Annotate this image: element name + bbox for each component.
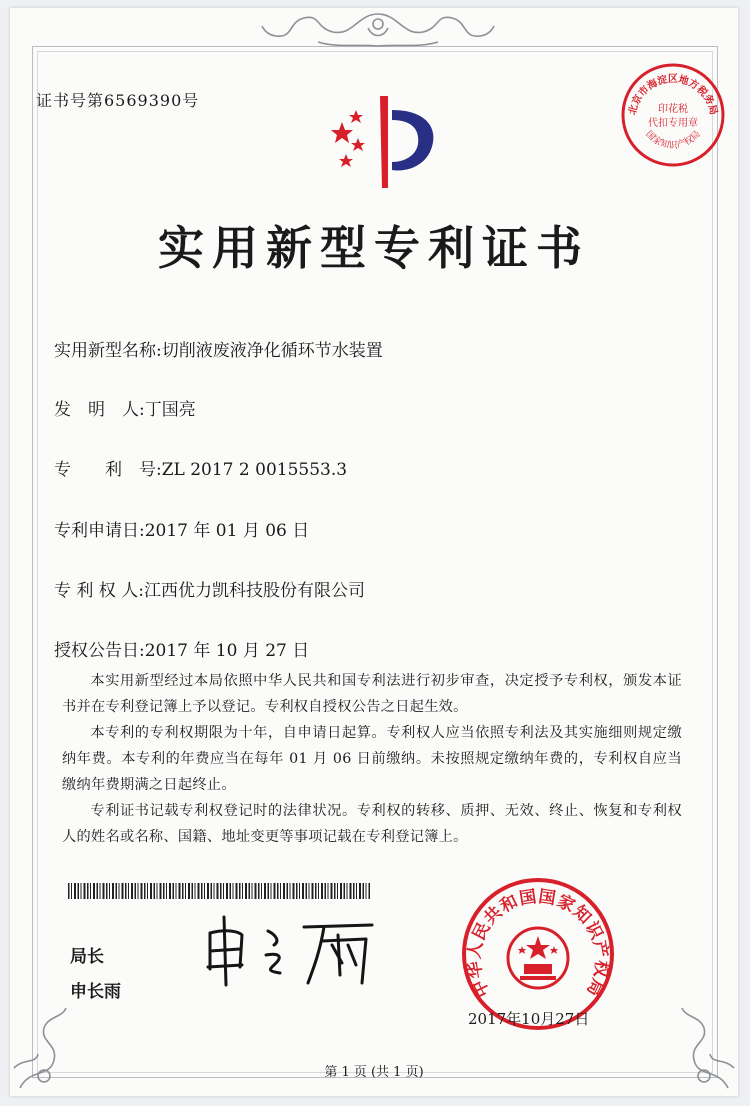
stamp-duty-seal <box>618 60 728 170</box>
seal-date: 2017年10月27日 <box>468 1010 590 1028</box>
svg-text:印花税: 印花税 <box>658 104 688 115</box>
certificate-number: 证书号第6569390号 <box>36 91 200 110</box>
field-label: 授权公告日: <box>54 641 145 661</box>
top-ornament <box>258 8 498 52</box>
body-paragraph: 本专利的专利权期限为十年，自申请日起算。专利权人应当依照专利法及其实施细则规定缴纳年费。本专利的年费应当在每年 01 月 06 日前缴纳。未按照规定缴纳年费的，专利权自应当缴纳年费期满之日起终止。 <box>62 725 682 793</box>
director-signature <box>196 911 386 991</box>
barcode <box>68 883 370 899</box>
field-value: 切削液废液净化循环节水装置 <box>161 341 383 361</box>
field-utility-model-name <box>54 336 383 361</box>
field-label: 专 利 号: <box>54 460 162 480</box>
field-label: 实用新型名称: <box>54 341 162 361</box>
field-value: 丁国亮 <box>144 400 196 420</box>
field-value: 2017 年 10 月 27 日 <box>144 641 310 661</box>
field-value: ZL 2017 2 0015553.3 <box>161 460 348 480</box>
field-value: 江西优力凯科技股份有限公司 <box>143 581 365 601</box>
corner-ornament-bottom-right <box>658 998 738 1096</box>
svg-text:国家知识产权局: 国家知识产权局 <box>643 129 703 151</box>
patent-office-emblem <box>318 92 458 192</box>
field-value: 2017 年 01 月 06 日 <box>144 521 310 541</box>
corner-ornament-bottom-left <box>10 998 90 1096</box>
field-inventor <box>54 395 196 420</box>
certificate-page <box>10 8 738 1096</box>
svg-text:中华人民共和国国家知识产权局: 中华人民共和国国家知识产权局 <box>464 886 612 1001</box>
director-name: 申长雨 <box>70 982 121 1001</box>
body-paragraph: 本实用新型经过本局依照中华人民共和国专利法进行初步审查，决定授予专利权，颁发本证书并在专利登记簿上予以登记。专利权自授权公告之日起生效。 <box>62 673 682 715</box>
field-label: 专 利 权 人: <box>54 581 144 601</box>
field-label: 发 明 人: <box>54 400 145 420</box>
field-patentee <box>54 576 365 601</box>
field-grant-date <box>54 636 309 661</box>
body-paragraph: 专利证书记载专利权登记时的法律状况。专利权的转移、质押、无效、终止、恢复和专利权人的姓名或名称、国籍、地址变更等事项记载在专利登记簿上。 <box>62 803 682 845</box>
certificate-title: 实用新型专利证书 <box>158 221 590 275</box>
field-label: 专利申请日: <box>54 521 145 541</box>
svg-text:代扣专用章: 代扣专用章 <box>648 118 698 129</box>
field-patent-number <box>54 455 347 480</box>
page-number: 第 1 页 (共 1 页) <box>324 1065 424 1080</box>
director-title: 局长 <box>70 947 104 966</box>
field-application-date <box>54 516 309 541</box>
national-emblem-icon <box>508 928 568 988</box>
svg-text:北京市海淀区地方税务局: 北京市海淀区地方税务局 <box>627 74 719 117</box>
certificate-body-text <box>62 668 682 850</box>
